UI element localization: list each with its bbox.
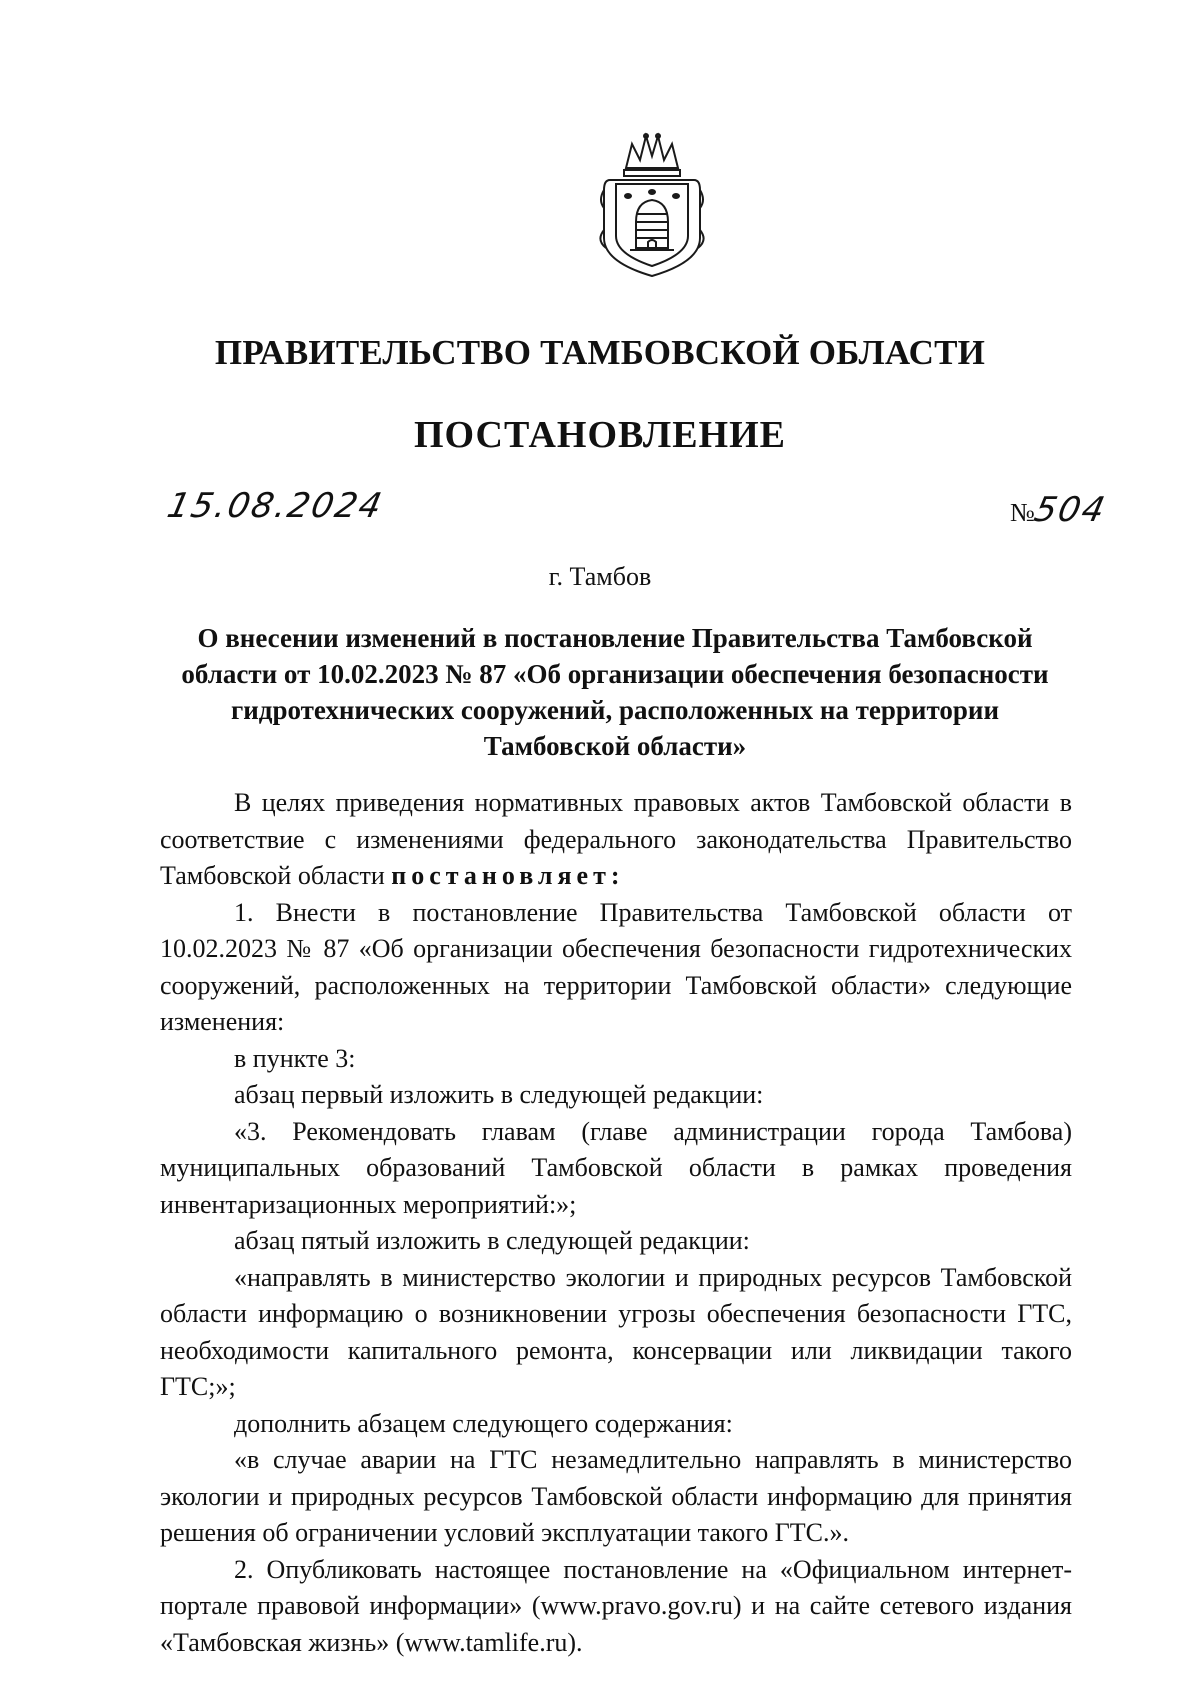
number-value: 504 [1030,490,1110,530]
tambov-coat-of-arms-icon [596,130,708,278]
document-number [1010,490,1110,530]
resolves-tail: : [610,861,620,890]
paragraph-4: «3. Рекомендовать главам (главе администрации города Тамбова) муниципальных образований Тамбовской области в рамках проведения инвентаризационных мероприятий:»; [160,1116,1072,1219]
preamble-paragraph [160,785,1072,895]
paragraph-6: «направлять в министерство экологии и природных ресурсов Тамбовской области информацию о возникновении угрозы обеспечения безопасности ГТС, необходимости капитального ремонта, консервации или ликвидации такого ГТС;»; [160,1262,1072,1401]
paragraph-1: 1. Внести в постановление Правительства Тамбовской области от 10.02.2023 № 87 «Об организации обеспечения безопасности гидротехнических сооружений, расположенных на территории Тамбовской области» следующие изменения: [160,897,1072,1036]
paragraph-8: «в случае аварии на ГТС незамедлительно направлять в министерство экологии и природных ресурсов Тамбовской области информацию для принятия решения об ограничении условий эксплуатации такого ГТС.». [160,1445,1072,1547]
document-date: 15.08.2024 [163,486,387,526]
document-subject: О внесении изменений в постановление Правительства Тамбовской области от 10.02.2023 № 87 «Об организации обеспечения безопасности гидротехнических сооружений, расположенных на территории Тамбовской области» [181,623,1049,761]
paragraph-2: в пункте 3: [234,1043,356,1073]
paragraph-3: абзац первый изложить в следующей редакции: [234,1080,764,1109]
number-prefix: № [1010,498,1035,527]
organization-title: ПРАВИТЕЛЬСТВО ТАМБОВСКОЙ ОБЛАСТИ [214,333,986,372]
document-city: г. Тамбов [548,562,652,591]
paragraph-9: 2. Опубликовать настоящее постановление на «Официальном интернет-портале правовой информации» (www.pravo.gov.ru) и на сайте сетевого издания «Тамбовская жизнь» (www.tamlife.ru). [160,1554,1072,1657]
paragraph-5: абзац пятый изложить в следующей редакции: [234,1226,750,1255]
document-body [160,785,1072,1661]
resolves-word: постановляет [391,861,611,890]
paragraph-7: дополнить абзацем следующего содержания: [234,1408,733,1438]
preamble-text: В целях приведения нормативных правовых актов Тамбовской области в соответствие с изменениями федерального законодательства Правительство Тамбовской области [160,788,1072,890]
document-type-title: ПОСТАНОВЛЕНИЕ [413,414,787,456]
